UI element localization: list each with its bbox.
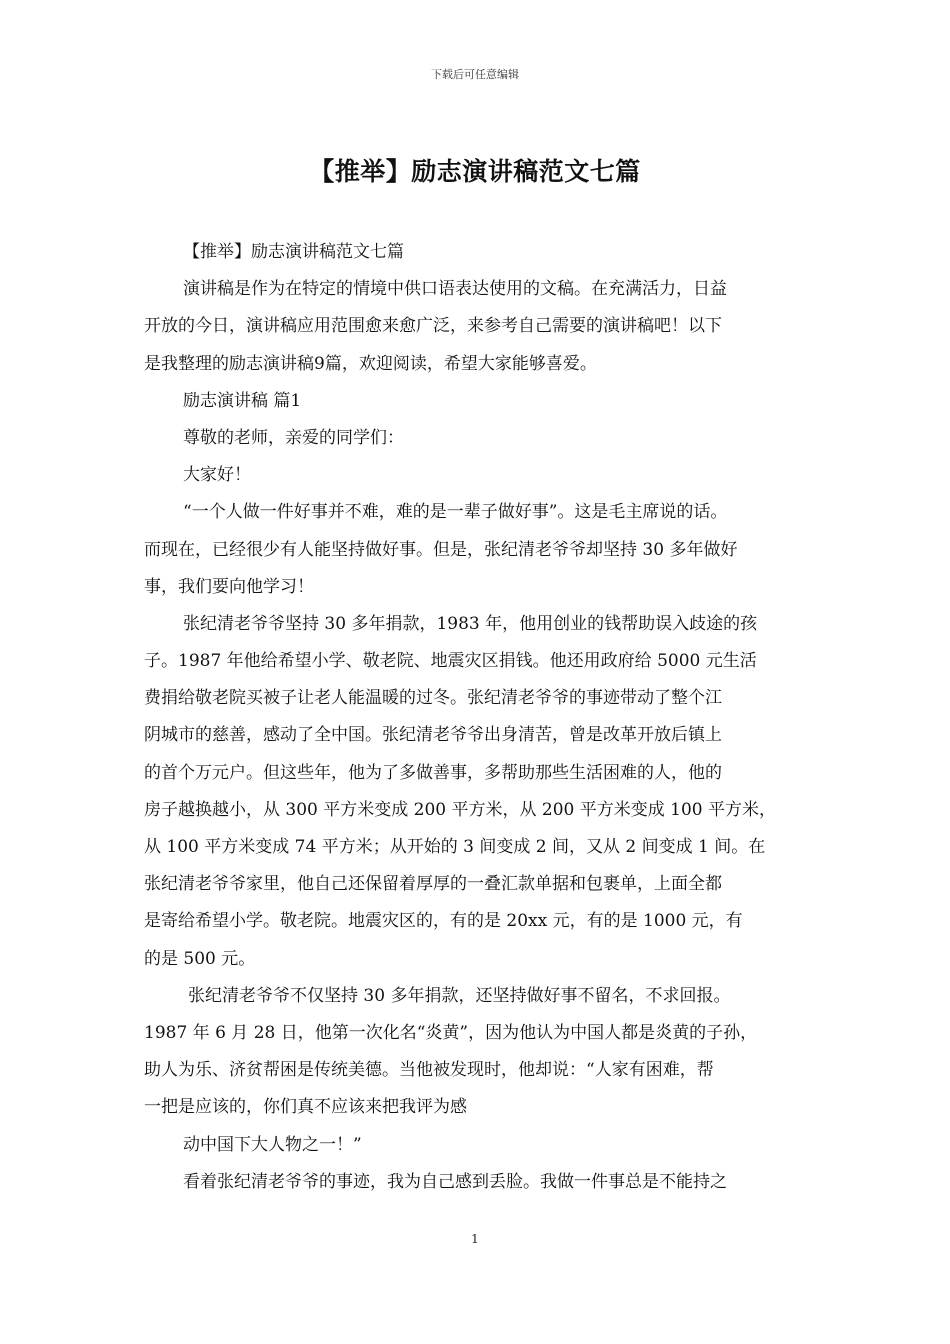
- body-line: 看着张纪清老爷爷的事迹，我为自己感到丢脸。我做一件事总是不能持之: [183, 1171, 727, 1192]
- body-line: 一把是应该的，你们真不应该来把我评为感: [144, 1097, 467, 1118]
- body-line: 房子越换越小，从 300 平方米变成 200 平方米，从 200 平方米变成 100 平方米，: [144, 799, 777, 820]
- body-line: 子。1987 年他给希望小学、敬老院、地震灾区捐钱。他还用政府给 5000 元生活: [144, 651, 757, 672]
- body-line: 阴城市的慈善，感动了全中国。张纪清老爷爷出身清苦，曾是改革开放后镇上: [144, 725, 722, 746]
- page-number: 1: [471, 1232, 479, 1246]
- document-body: [144, 234, 809, 1201]
- document-title: 【推举】励志演讲稿范文七篇: [309, 157, 641, 186]
- header-note: 下载后可任意编辑: [431, 68, 519, 81]
- body-line: 1987 年 6 月 28 日，他第一次化名“炎黄”，因为他认为中国人都是炎黄的子孙，: [144, 1022, 758, 1043]
- body-line: 演讲稿是作为在特定的情境中供口语表达使用的文稿。在充满活力，日益: [183, 279, 727, 300]
- body-line: 尊敬的老师，亲爱的同学们：: [183, 427, 404, 448]
- body-line: 的首个万元户。但这些年，他为了多做善事，多帮助那些生活困难的人，他的: [144, 762, 722, 783]
- body-line: “一个人做一件好事并不难，难的是一辈子做好事”。这是毛主席说的话。: [183, 502, 728, 523]
- body-line: 励志演讲稿 篇1: [183, 390, 302, 411]
- body-line: 【推举】励志演讲稿范文七篇: [183, 242, 404, 262]
- body-line: 助人为乐、济贫帮困是传统美德。当他被发现时，他却说：“人家有困难，帮: [144, 1060, 714, 1081]
- body-line: 从 100 平方米变成 74 平方米；从开始的 3 间变成 2 间，又从 2 间变成 1 间。在: [144, 837, 766, 857]
- body-line: 张纪清老爷爷不仅坚持 30 多年捐款，还坚持做好事不留名，不求回报。: [188, 985, 731, 1006]
- body-line: 张纪清老爷爷坚持 30 多年捐款，1983 年，他用创业的钱帮助误入歧途的孩: [183, 613, 758, 634]
- body-line: 事，我们要向他学习！: [144, 576, 314, 597]
- body-line: 张纪清老爷爷家里，他自己还保留着厚厚的一叠汇款单据和包裹单，上面全都: [144, 874, 722, 895]
- body-line: 大家好！: [183, 465, 251, 486]
- body-line: 而现在，已经很少有人能坚持做好事。但是，张纪清老爷爷却坚持 30 多年做好: [144, 539, 738, 560]
- body-line: 费捐给敬老院买被子让老人能温暖的过冬。张纪清老爷爷的事迹带动了整个江: [144, 688, 722, 709]
- body-line: 动中国下大人物之一！”: [183, 1134, 362, 1155]
- body-line: 是我整理的励志演讲稿9篇，欢迎阅读，希望大家能够喜爱。: [144, 353, 597, 374]
- body-line: 的是 500 元。: [144, 948, 256, 969]
- body-line: 开放的今日，演讲稿应用范围愈来愈广泛，来参考自己需要的演讲稿吧！以下: [144, 316, 722, 337]
- body-line: 是寄给希望小学。敬老院。地震灾区的，有的是 20xx 元，有的是 1000 元，有: [144, 911, 743, 932]
